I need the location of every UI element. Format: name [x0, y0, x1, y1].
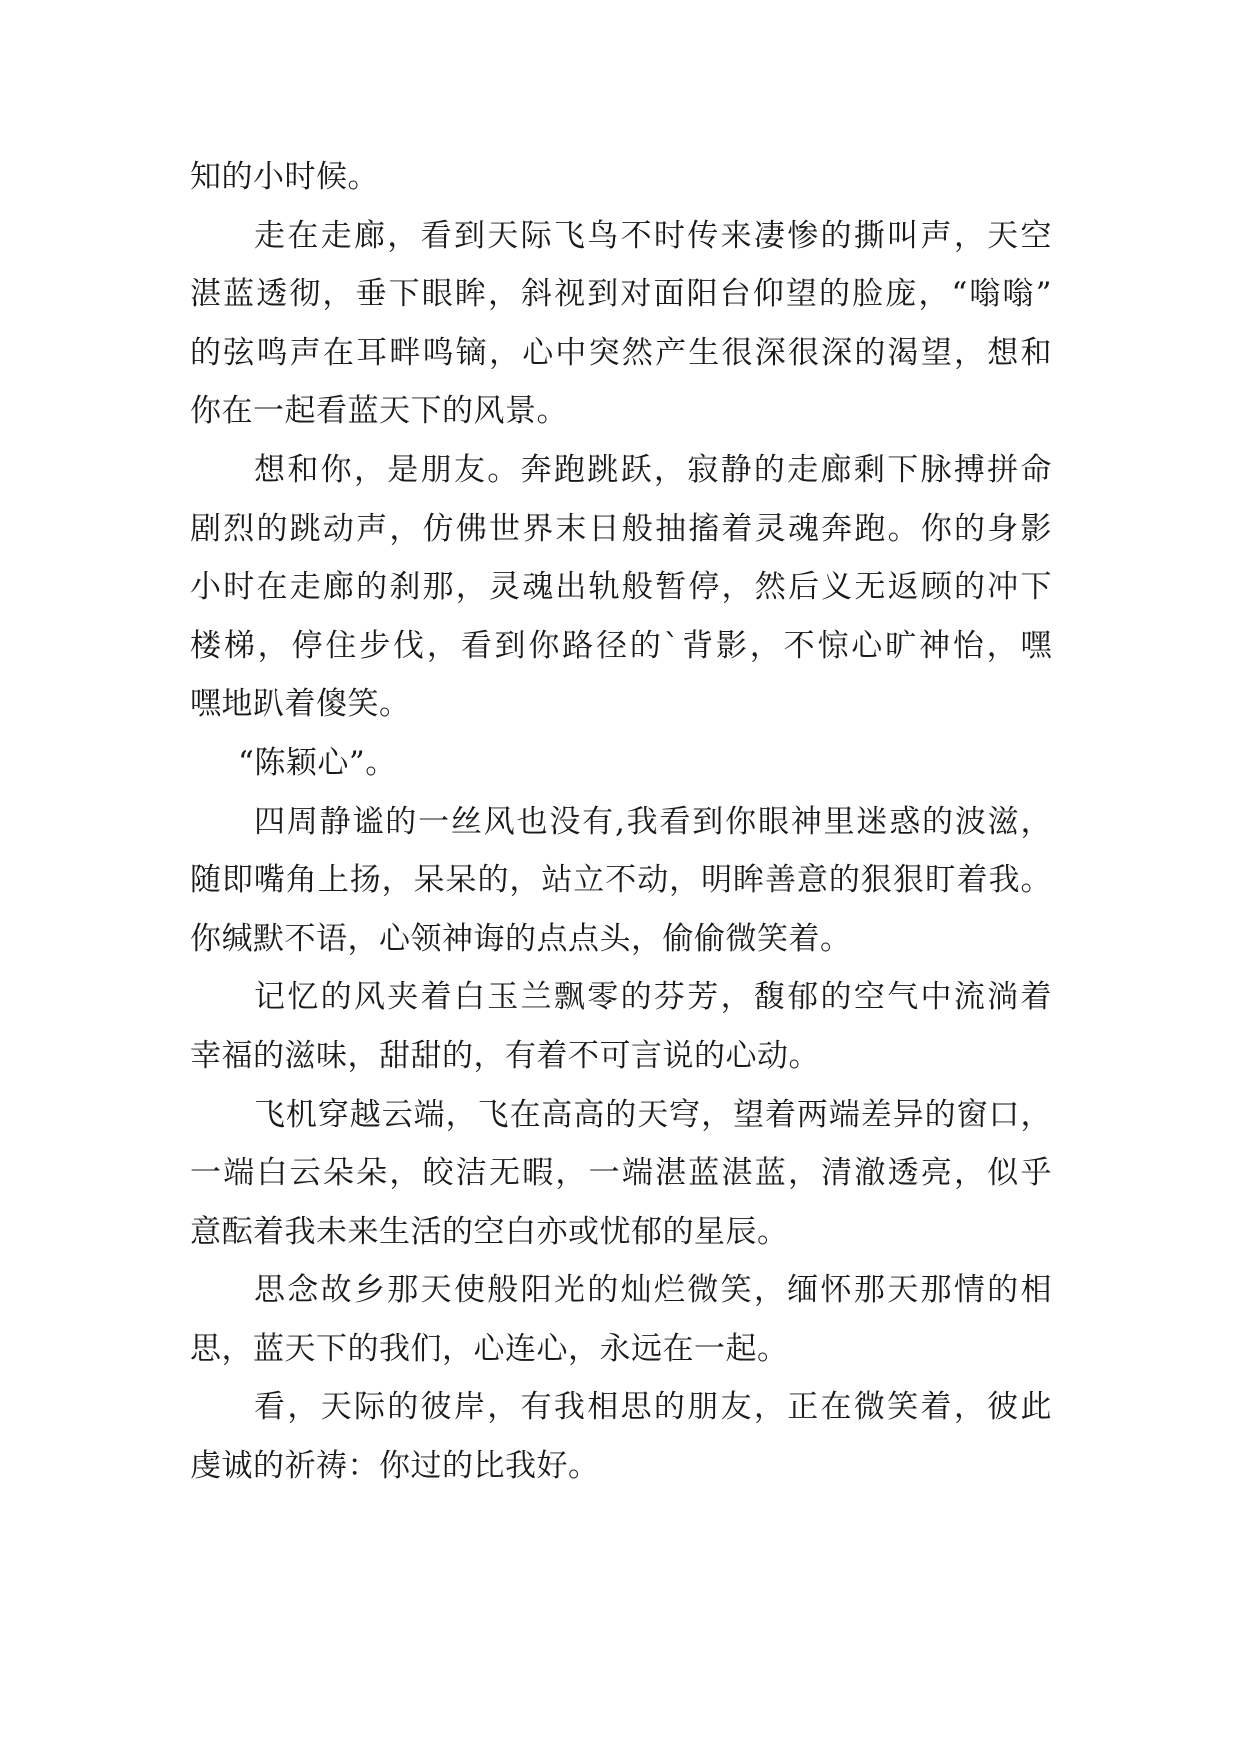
text-line: 的弦鸣声在耳畔鸣镝，心中突然产生很深很深的渴望，想和 — [190, 334, 1052, 371]
text-line: 看，天际的彼岸，有我相思的朋友，正在微笑着，彼此 — [254, 1389, 1052, 1426]
text-line: 小时在走廊的刹那，灵魂出轨般暂停，然后义无返顾的冲下 — [190, 569, 1052, 606]
text-line: 四周静谧的一丝风也没有,我看到你眼神里迷惑的波滋， — [254, 803, 1052, 840]
text-line: 你在一起看蓝天下的风景。 — [190, 393, 568, 430]
text-line: “陈颖心”。 — [238, 744, 397, 781]
text-line: 思，蓝天下的我们，心连心，永远在一起。 — [190, 1330, 789, 1367]
text-line: 意酝着我未来生活的空白亦或忧郁的星辰。 — [190, 1213, 789, 1250]
text-line: 知的小时候。 — [190, 159, 379, 195]
text-line: 想和你，是朋友。奔跑跳跃，寂静的走廊剩下脉搏拼命 — [254, 451, 1052, 488]
text-line: 记忆的风夹着白玉兰飘零的芬芳，馥郁的空气中流淌着 — [254, 979, 1052, 1016]
text-line: 飞机穿越云端，飞在高高的天穹，望着两端差异的窗口， — [254, 1096, 1052, 1133]
text-line: 楼梯，停住步伐，看到你路径的`背影，不惊心旷神怡，嘿 — [190, 627, 1052, 664]
text-line: 思念故乡那天使般阳光的灿烂微笑，缅怀那天那情的相 — [254, 1272, 1052, 1309]
text-line: 走在走廊，看到天际飞鸟不时传来凄惨的撕叫声，天空 — [254, 217, 1052, 254]
text-line: 随即嘴角上扬，呆呆的，站立不动，明眸善意的狠狠盯着我。 — [190, 862, 1052, 899]
text-line: 嘿地趴着傻笑。 — [190, 686, 411, 723]
text-line: 剧烈的跳动声，仿佛世界末日般抽搐着灵魂奔跑。你的身影 — [190, 510, 1052, 547]
text-line: 一端白云朵朵，皎洁无暇，一端湛蓝湛蓝，清澈透亮，似乎 — [190, 1155, 1052, 1192]
text-line: 幸福的滋味，甜甜的，有着不可言说的心动。 — [190, 1037, 820, 1074]
text-line: 湛蓝透彻，垂下眼眸，斜视到对面阳台仰望的脸庞，“嗡嗡” — [190, 276, 1052, 313]
text-line: 虔诚的祈祷：你过的比我好。 — [190, 1448, 600, 1485]
document-body — [190, 148, 1052, 1496]
text-line: 你缄默不语，心领神诲的点点头，偷偷微笑着。 — [190, 920, 852, 957]
